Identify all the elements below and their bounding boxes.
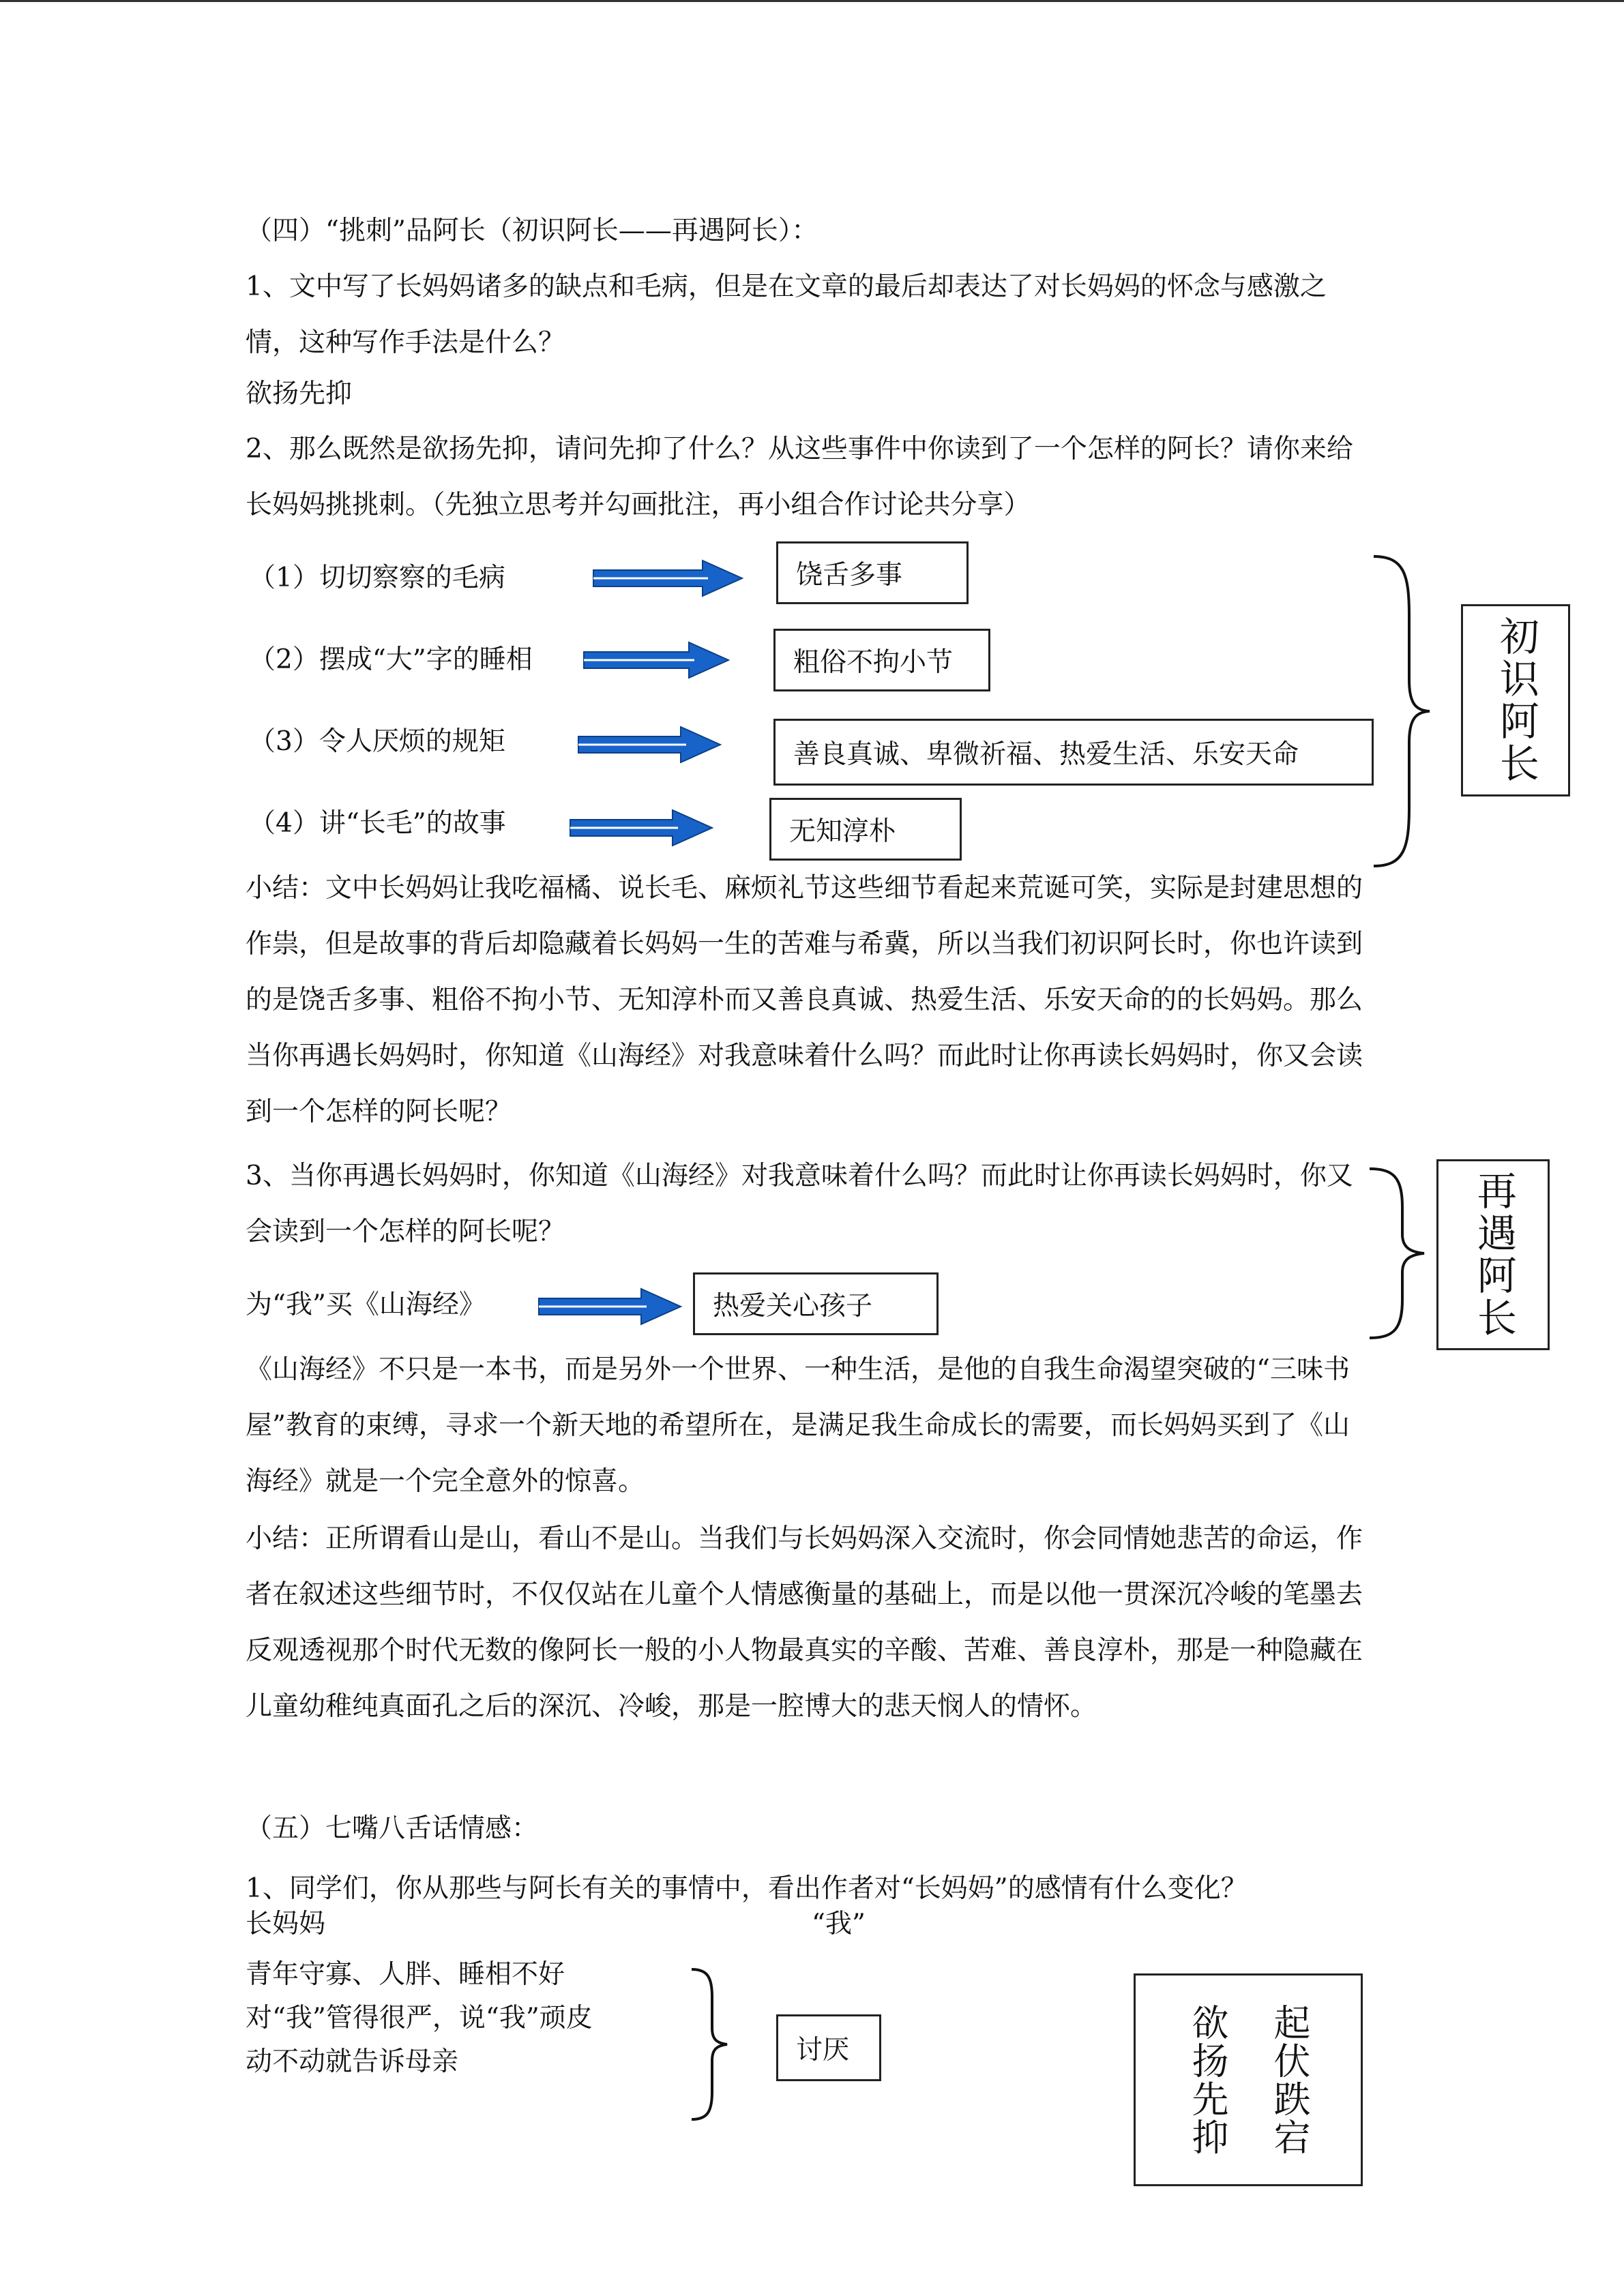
side-label-2: 再遇阿长 bbox=[1470, 1170, 1517, 1339]
event-3-label: （3）令人厌烦的规矩 bbox=[249, 726, 505, 757]
arrow-right-icon bbox=[578, 724, 722, 765]
buy-event-label: 为“我”买《山海经》 bbox=[246, 1289, 486, 1320]
arrow-right-icon bbox=[570, 807, 713, 848]
event-2-label: （2）摆成“大”字的睡相 bbox=[249, 644, 533, 675]
summary-column-2: 起伏跌宕 bbox=[1268, 2003, 1311, 2156]
side-label-1: 初识阿长 bbox=[1492, 616, 1539, 785]
page-top-border bbox=[0, 0, 1624, 2]
arrow-right-icon bbox=[539, 1286, 682, 1327]
side-label-box-2 bbox=[1436, 1159, 1550, 1350]
section4-question-2: 2、那么既然是欲扬先抑，请问先抑了什么？从这些事件中你读到了一个怎样的阿长？请你来给长妈妈挑挑刺。（先独立思考并勾画批注，再小组合作讨论共分享） bbox=[246, 434, 1353, 520]
summary-column-1: 欲扬先抑 bbox=[1186, 2003, 1229, 2156]
list-item: 对“我”管得很严，说“我”顽皮 bbox=[246, 2003, 593, 2033]
section4-answer-1: 欲扬先抑 bbox=[246, 378, 353, 409]
list-item: 青年守寡、人胖、睡相不好 bbox=[246, 1959, 565, 1990]
section4-heading: （四）“挑刺”品阿长（初识阿长——再遇阿长）： bbox=[246, 215, 818, 246]
right-brace-icon bbox=[1367, 1166, 1428, 1341]
buy-trait-box bbox=[693, 1272, 939, 1335]
summary-columns-box bbox=[1134, 1973, 1363, 2186]
event-1-label: （1）切切察察的毛病 bbox=[249, 563, 505, 593]
trait-box-4 bbox=[769, 798, 962, 861]
summary-1: 小结：文中长妈妈让我吃福橘、说长毛、麻烦礼节这些细节看起来荒诞可笑，实际是封建思想的作祟，但是故事的背后却隐藏着长妈妈一生的苦难与希冀，所以当我们初识阿长时，你也许读到的是饶舌多事、粗俗不拘小节、无知淳朴而又善良真诚、热爱生活、乐安天命的的长妈妈。那么当你再遇长妈妈时，你知道《山海经》对我意味着什么吗？而此时让你再读长妈妈时，你又会读到一个怎样的阿长呢？ bbox=[246, 873, 1363, 1127]
trait-box-2 bbox=[773, 629, 990, 691]
trait-1-text: 饶舌多事 bbox=[796, 560, 903, 591]
side-label-box-1 bbox=[1461, 604, 1570, 796]
column-label-changmama: 长妈妈 bbox=[246, 1909, 326, 1939]
buy-trait-text: 热爱关心孩子 bbox=[713, 1291, 873, 1322]
shanhai-paragraph: 《山海经》不只是一本书，而是另外一个世界、一种生活，是他的自我生命渴望突破的“三味书屋”教育的束缚，寻求一个新天地的希望所在，是满足我生命成长的需要，而长妈妈买到了《山海经》就是一个完全意外的惊喜。 bbox=[246, 1354, 1350, 1497]
trait-4-text: 无知淳朴 bbox=[789, 816, 896, 847]
trait-box-3 bbox=[773, 719, 1374, 786]
right-brace-icon bbox=[1371, 554, 1432, 869]
list-item: 动不动就告诉母亲 bbox=[246, 2046, 459, 2077]
section5-question-1: 1、同学们，你从那些与阿长有关的事情中，看出作者对“长妈妈”的感情有什么变化？ bbox=[246, 1873, 1247, 1904]
trait-2-text: 粗俗不拘小节 bbox=[793, 647, 954, 678]
section4-question-1: 1、文中写了长妈妈诸多的缺点和毛病，但是在文章的最后却表达了对长妈妈的怀念与感激之情，这种写作手法是什么？ bbox=[246, 271, 1327, 358]
right-brace-icon bbox=[689, 1967, 730, 2122]
section5-heading: （五）七嘴八舌话情感： bbox=[246, 1813, 539, 1844]
trait-box-1 bbox=[776, 541, 969, 604]
section4-question-3: 3、当你再遇长妈妈时，你知道《山海经》对我意味着什么吗？而此时让你再读长妈妈时，你又会读到一个怎样的阿长呢？ bbox=[246, 1161, 1353, 1247]
arrow-right-icon bbox=[584, 640, 730, 681]
summary-2: 小结：正所谓看山是山，看山不是山。当我们与长妈妈深入交流时，你会同情她悲苦的命运，作者在叙述这些细节时，不仅仅站在儿童个人情感衡量的基础上，而是以他一贯深沉冷峻的笔墨去反观透视那个时代无数的像阿长一般的小人物最真实的辛酸、苦难、善良淳朴，那是一种隐藏在儿童幼稚纯真面孔之后的深沉、冷峻，那是一腔博大的悲天悯人的情怀。 bbox=[246, 1523, 1363, 1722]
event-4-label: （4）讲“长毛”的故事 bbox=[249, 808, 506, 839]
feeling-text: 讨厌 bbox=[796, 2035, 850, 2066]
arrow-right-icon bbox=[593, 558, 743, 599]
feeling-box bbox=[776, 2014, 881, 2081]
column-label-wo: “我” bbox=[812, 1909, 866, 1939]
trait-3-text: 善良真诚、卑微祈福、热爱生活、乐安天命 bbox=[793, 739, 1299, 770]
